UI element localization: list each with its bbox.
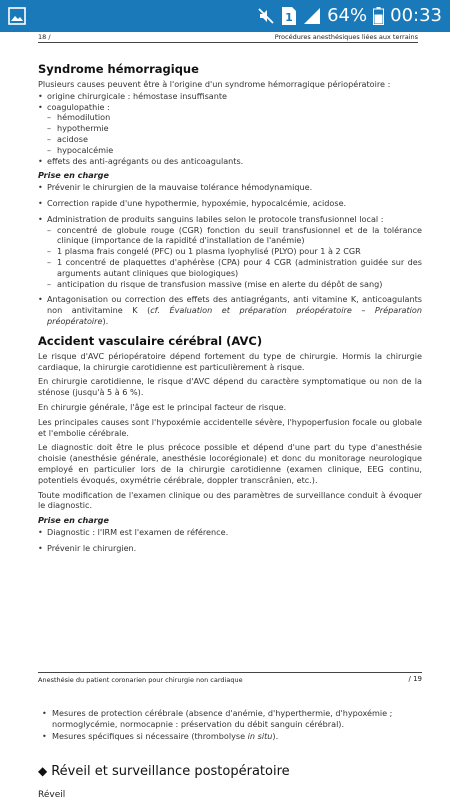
management-list [38, 182, 422, 327]
subsection-title-reveil: Réveil [38, 790, 66, 800]
list-item: – 1 plasma frais congelé (PFC) ou 1 plasma lyophylisé (PLYO) pour 1 à 2 CGR [47, 246, 422, 257]
next-page-content [38, 708, 422, 800]
paragraph: Plusieurs causes peuvent être à l'origine d'un syndrome hémorragique périopératoire : [38, 79, 391, 89]
section-title-stroke: Accident vasculaire cérébral (AVC) [38, 333, 263, 348]
protection-list [38, 708, 422, 741]
list-item: • origine chirurgicale : hémostase insuffisante [38, 91, 422, 102]
list-item: – hypothermie [47, 123, 422, 134]
list-item: • coagulopathie : – hémodilution – hypothermie – acidose – hypocalcémie [38, 102, 422, 156]
section-title-hemorrhagic: Syndrome hémorragique [38, 62, 199, 76]
list-item: • effets des anti-agrégants ou des anticoagulants. [38, 156, 422, 167]
battery-percent: 64% [327, 5, 368, 26]
subsection-title: Prise en charge [38, 515, 109, 526]
footer-page-number: / 19 [408, 675, 422, 683]
paragraph: Le diagnostic doit être le plus précoce possible et dépend d'une part du type d'anesthésie choisie (anesthésie générale, anesthésie locorégionale) et donc du monitorage neurologique employé en particulier lors de la chirurgie carotidienne (examen clinique, EEG continu, potentiels évoqués, oxymétrie cérébrale, doppler transcrânien, etc.). [38, 442, 422, 485]
stroke-management-list [38, 527, 422, 554]
list-item: – anticipation du risque de transfusion massive (mise en alerte du dépôt de sang) [47, 279, 422, 290]
list-item: – concentré de globule rouge (CGR) fonction du seuil transfusionnel et de la tolérance clinique (importance de la rapidité d'installation de l'anémie) [47, 225, 422, 247]
running-title: Procédures anesthésiques liées aux terrains [274, 33, 418, 41]
page-content [38, 62, 422, 555]
list-item: • Mesures spécifiques si nécessaire (thrombolyse in situ). [38, 731, 422, 742]
sim-1-icon [281, 6, 297, 26]
paragraph: Le risque d'AVC périopératoire dépend fortement du type de chirurgie. Hormis la chirurgie cardiaque, la chirurgie carotidienne est particulièrement à risque. [38, 350, 422, 372]
paragraph: Toute modification de l'examen clinique ou des paramètres de surveillance conduit à évoquer le diagnostic. [38, 489, 422, 511]
section-title-recovery: ◆ Réveil et surveillance postopératoire [38, 764, 290, 779]
paragraph: En chirurgie carotidienne, le risque d'AVC dépend du caractère symptomatique ou non de la sténose (jusqu'à 5 à 6 %). [38, 376, 422, 398]
clock: 00:33 [390, 5, 442, 26]
image-icon [8, 7, 26, 25]
footer-title: Anesthésie du patient coronarien pour chirurgie non cardiaque [38, 676, 243, 684]
list-item: – acidose [47, 134, 422, 145]
page-footer [38, 672, 422, 686]
list-item: • Prévenir le chirurgien. [38, 543, 422, 554]
signal-icon [303, 7, 321, 25]
status-bar [0, 0, 450, 32]
causes-list [38, 91, 422, 167]
page-number: 18 / [38, 33, 51, 41]
list-item: • Correction rapide d'une hypothermie, hypoxémie, hypocalcémie, acidose. [38, 198, 422, 209]
coagulopathy-list [47, 112, 422, 155]
list-item: • Mesures de protection cérébrale (absence d'anémie, d'hyperthermie, d'hypoxémie ; normoglycémie, normocapnie : préservation du débit sanguin cérébral). [38, 708, 422, 730]
list-item: • Administration de produits sanguins labiles selon le protocole transfusionnel local : – concentré de globule rouge (CGR) fonction du seuil transfusionnel et de la tolérance clinique (importance de la rapidité d'installation de l'anémie) – 1 plasma frais congelé (PFC) ou 1 plasma lyophylisé (PLYO) pour 1 à 2 CGR – 1 concentré de plaquettes d'aphérèse (CPA) pour 4 CGR (administration guidée sur des arguments autant cliniques que biologiques) – anticipation du risque de transfusion massive (mise en alerte du dépôt de sang) [38, 214, 422, 290]
list-item: – hypocalcémie [47, 145, 422, 156]
list-item: • Diagnostic : l'IRM est l'examen de référence. [38, 527, 422, 538]
paragraph: Les principales causes sont l'hypoxémie accidentelle sévère, l'hypoperfusion focale ou globale et l'embolie cérébrale. [38, 416, 422, 438]
mute-icon [257, 7, 275, 25]
list-item: – 1 concentré de plaquettes d'aphérèse (CPA) pour 4 CGR (administration guidée sur des arguments autant cliniques que biologiques) [47, 257, 422, 279]
paragraph: En chirurgie générale, l'âge est le principal facteur de risque. [38, 401, 287, 412]
transfusion-list [47, 225, 422, 290]
svg-text:1: 1 [285, 11, 293, 24]
diamond-icon: ◆ [38, 764, 48, 778]
list-item: • Prévenir le chirurgien de la mauvaise tolérance hémodynamique. [38, 182, 422, 193]
battery-icon [373, 7, 384, 25]
list-item: • Antagonisation ou correction des effets des antiagrégants, anti vitamine K, anticoagulants non antivitamine K (cf. Évaluation et préparation préopératoire – Préparation préopératoire). [38, 294, 422, 326]
document-page[interactable] [0, 32, 450, 800]
page-header [38, 33, 418, 43]
cross-reference: cf. Évaluation et préparation préopératoire – Préparation préopératoire [47, 305, 423, 326]
subsection-title: Prise en charge [38, 170, 109, 181]
list-item: – hémodilution [47, 112, 422, 123]
